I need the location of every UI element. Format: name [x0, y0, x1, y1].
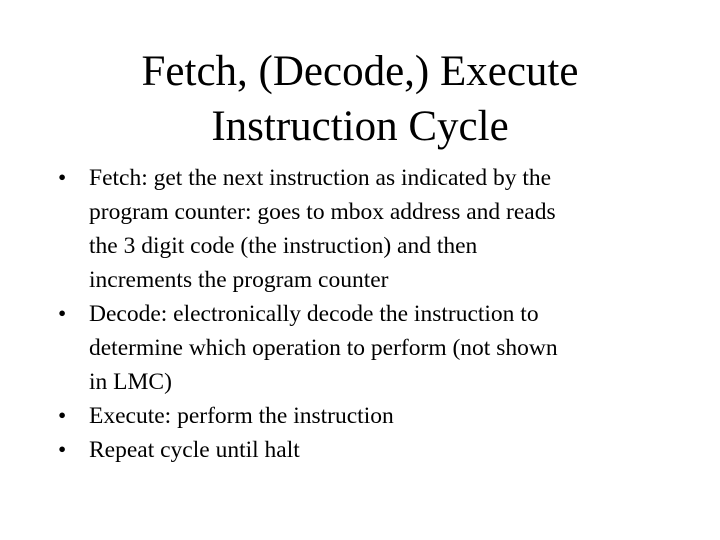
bullet-text-line: program counter: goes to mbox address and reads [89, 199, 556, 225]
bullet-decode [54, 297, 674, 399]
bullet-fetch [54, 161, 674, 297]
bullet-text-line: Fetch: get the next instruction as indicated by the [89, 165, 552, 191]
bullet-text-line: in LMC) [89, 369, 172, 395]
bullet-text-line: Execute: perform the instruction [89, 403, 394, 429]
title-line: Fetch, (Decode,) Execute [141, 48, 579, 95]
bullet-dot: • [58, 301, 67, 327]
bullet-text-line: Repeat cycle until halt [89, 437, 300, 463]
bullet-repeat [54, 433, 674, 467]
bullet-text-line: Decode: electronically decode the instruction to [89, 301, 539, 327]
slide-title [60, 44, 660, 154]
bullet-execute [54, 399, 674, 433]
bullet-dot: • [58, 165, 67, 191]
title-line: Instruction Cycle [211, 103, 509, 150]
bullet-dot: • [58, 403, 67, 429]
bullet-text-line: increments the program counter [89, 267, 389, 293]
bullet-dot: • [58, 437, 67, 463]
bullet-text-line: determine which operation to perform (not shown [89, 335, 558, 361]
bullet-text-line: the 3 digit code (the instruction) and then [89, 233, 478, 259]
bullet-list [54, 161, 674, 467]
